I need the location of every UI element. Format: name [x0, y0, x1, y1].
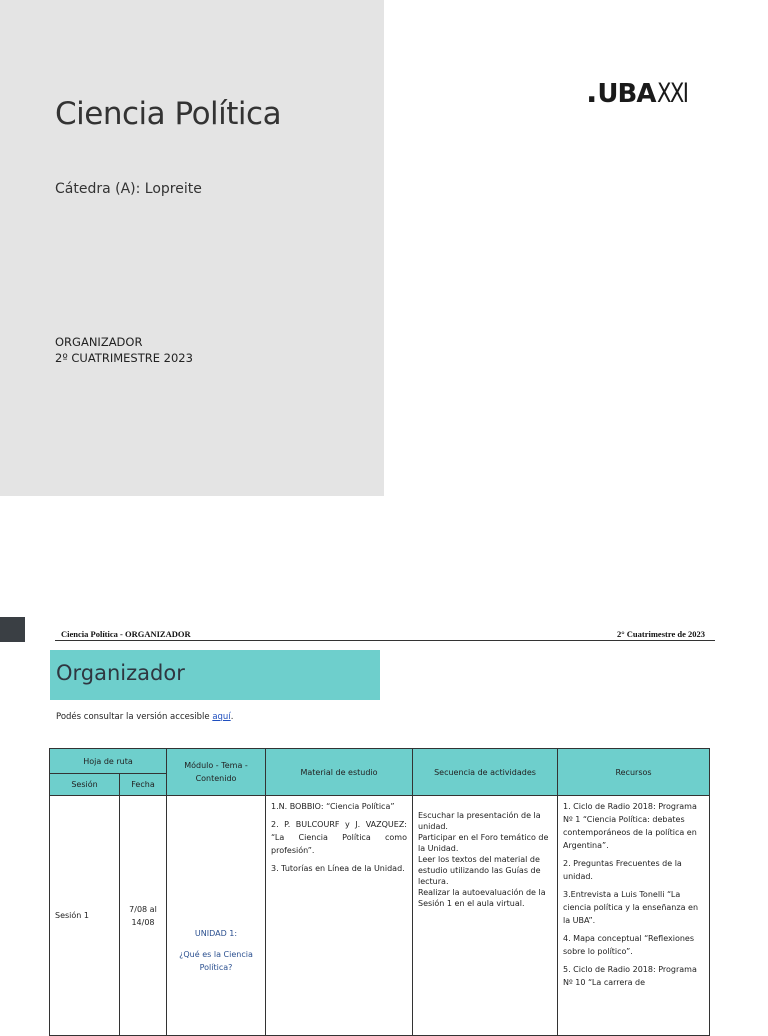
organizador-banner [50, 650, 380, 700]
table-row [50, 796, 710, 1036]
activity-item: Realizar la autoevaluación de la Sesión 1 en el aula virtual. [418, 888, 546, 908]
accessible-version-note [56, 712, 233, 722]
header-sesion: Sesión [50, 774, 120, 796]
cell-recursos [558, 796, 710, 1036]
running-header-right: 2° Cuatrimestre de 2023 [617, 629, 705, 639]
logo-uba: UBA [597, 79, 656, 109]
logo-xxi: XXI [657, 78, 688, 109]
cover-organizer-block [55, 334, 193, 366]
unit-topic: ¿Qué es la Ciencia Política? [179, 950, 253, 972]
header-recursos: Recursos [558, 749, 710, 796]
resource-item: 1. Ciclo de Radio 2018: Programa Nº 1 “Ciencia Política: debates contemporáneos de la política en Argentina”. [563, 802, 697, 850]
resource-item: 2. Preguntas Frecuentes de la unidad. [563, 859, 682, 881]
resource-item: 3.Entrevista a Luis Tonelli “La ciencia política y la enseñanza en la UBA”. [563, 890, 699, 925]
unit-label: UNIDAD 1: [194, 929, 238, 938]
page-marker-square [0, 617, 25, 642]
resource-item: 4. Mapa conceptual “Reflexiones sobre lo político”. [563, 934, 694, 956]
header-secuencia: Secuencia de actividades [413, 749, 558, 796]
cover-term: 2º CUATRIMESTRE 2023 [55, 351, 193, 365]
material-item: 1.N. BOBBIO: “Ciencia Política” [271, 802, 395, 811]
activity-item: Leer los textos del material de estudio utilizando las Guías de lectura. [418, 855, 541, 886]
note-end: . [230, 712, 234, 722]
uba-xxi-logo [586, 75, 696, 110]
header-modulo: Módulo - Tema - Contenido [167, 749, 266, 796]
activity-item: Participar en el Foro temático de la Unidad. [418, 833, 549, 853]
material-item: 2. P. BULCOURF y J. VAZQUEZ: “La Ciencia Política como profesión”. [271, 820, 407, 855]
note-text: Podés consultar la versión accesible [56, 712, 213, 722]
banner-title: Organizador [56, 661, 185, 685]
header-material: Material de estudio [266, 749, 413, 796]
cell-actividades [413, 796, 558, 1036]
cell-modulo [167, 796, 266, 1036]
organizer-table [49, 748, 710, 1036]
cover-label: ORGANIZADOR [55, 335, 143, 349]
running-header [55, 626, 715, 641]
header-hoja-de-ruta: Hoja de ruta [50, 749, 167, 774]
cell-sesion: Sesión 1 [50, 796, 120, 1036]
resource-item: 5. Ciclo de Radio 2018: Programa Nº 10 “La carrera de [563, 965, 697, 987]
activity-item: Escuchar la presentación de la unidad. [418, 811, 541, 831]
header-fecha: Fecha [120, 774, 167, 796]
cover-subtitle: Cátedra (A): Lopreite [55, 181, 202, 197]
cell-fecha: 7/08 al 14/08 [120, 796, 167, 1036]
running-header-left: Ciencia Política - ORGANIZADOR [61, 629, 191, 639]
accessible-version-link[interactable]: aquí [212, 712, 231, 722]
material-item: 3. Tutorías en Línea de la Unidad. [271, 864, 405, 873]
logo-dot: . [586, 75, 598, 110]
cover-panel [0, 0, 384, 496]
cell-material [266, 796, 413, 1036]
cover-title: Ciencia Política [55, 96, 282, 132]
